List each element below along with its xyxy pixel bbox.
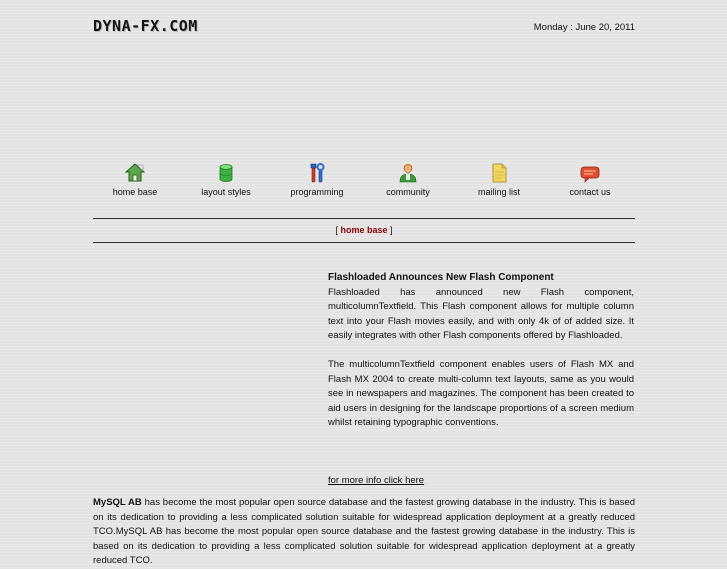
- mysql-text: has become the most popular open source database and the fastest growing database in the industry. This is based on its dedication to providing a less complicated solution suitable for widespread application deployment at a greatly reduced TCO.MySQL AB has become the most popular open source database and the fastest growing database in the industry. This is based on its dedication to providing a less complicated solution suitable for widespread application deployment at a greatly reduced TCO.: [93, 497, 635, 566]
- more-info-link[interactable]: for more info click here: [328, 475, 425, 486]
- nav-label: programming: [290, 187, 344, 197]
- nav-label: mailing list: [477, 187, 520, 197]
- article-paragraph-1: Flashloaded has announced new Flash component, multicolumnTextfield. This Flash component allows for multiple column text into your Flash movies easily, and with only 4k of of added size. It easily integrates with other Flash components offered by Flashloaded.: [328, 286, 634, 341]
- chat-icon: [579, 162, 601, 184]
- document-icon: [488, 162, 510, 184]
- nav-label: community: [386, 187, 430, 197]
- breadcrumb-close: ]: [390, 225, 393, 235]
- nav-label: contact us: [569, 187, 611, 197]
- nav-item-home-base[interactable]: [90, 162, 180, 197]
- breadcrumb: [93, 225, 635, 235]
- nav-item-community[interactable]: [363, 162, 453, 197]
- tools-icon: [306, 162, 328, 184]
- home-icon: [124, 162, 146, 184]
- main-navigation: [93, 162, 635, 202]
- news-article: [328, 271, 634, 445]
- article-title: Flashloaded Announces New Flash Component: [328, 272, 554, 283]
- mysql-name: MySQL AB: [93, 497, 142, 508]
- mysql-paragraph: [93, 496, 635, 569]
- article-paragraph-2: The multicolumnTextfield component enables users of Flash MX and Flash MX 2004 to create multi-column text layouts, same as you would see in newspapers and magazines. The component has been created to aid users in designing for the landscape proportions of a screen medium whilst retaining typographic conventions.: [328, 359, 634, 428]
- nav-item-contact-us[interactable]: [545, 162, 635, 197]
- person-icon: [397, 162, 419, 184]
- nav-label: layout styles: [201, 187, 251, 197]
- divider-bottom: [93, 242, 635, 243]
- breadcrumb-current-link[interactable]: home base: [340, 225, 388, 235]
- nav-label: home base: [112, 187, 158, 197]
- current-date: Monday : June 20, 2011: [533, 22, 635, 33]
- cylinder-icon: [215, 162, 237, 184]
- divider-top: [93, 218, 635, 219]
- nav-item-layout-styles[interactable]: [181, 162, 271, 197]
- site-logo[interactable]: DYNA-FX.COM: [93, 17, 198, 35]
- nav-item-mailing-list[interactable]: [454, 162, 544, 197]
- breadcrumb-open: [: [335, 225, 338, 235]
- nav-item-programming[interactable]: [272, 162, 362, 197]
